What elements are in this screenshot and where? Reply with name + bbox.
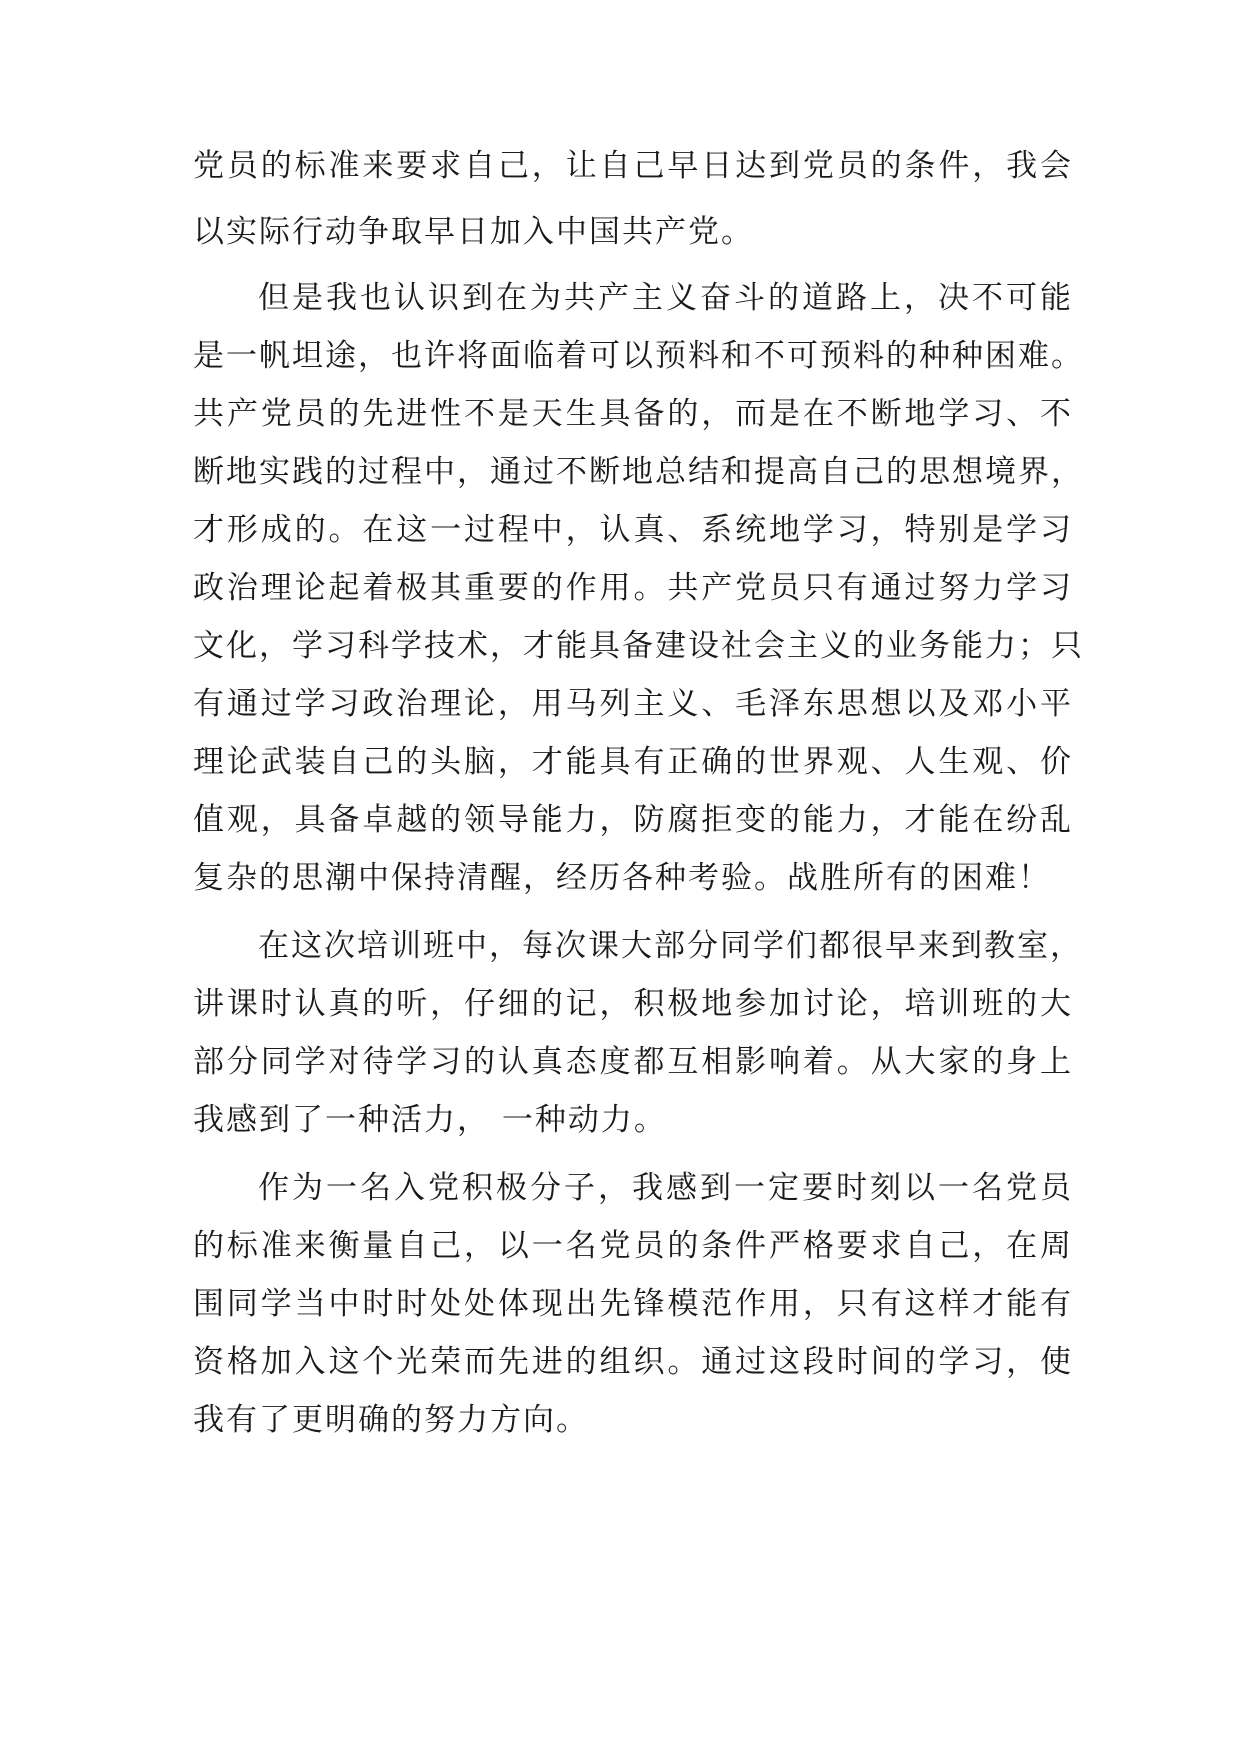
- text-line: 资格加入这个光荣而先进的组织。通过这段时间的学习，使: [193, 1344, 1073, 1380]
- text-line: 围同学当中时时处处体现出先锋模范作用，只有这样才能有: [193, 1286, 1073, 1322]
- text-line: 理论武装自己的头脑，才能具有正确的世界观、人生观、价: [193, 744, 1073, 780]
- text-line: 才形成的。在这一过程中，认真、系统地学习，特别是学习: [193, 512, 1073, 548]
- text-line: 党员的标准来要求自己，让自己早日达到党员的条件，我会: [193, 148, 1073, 184]
- text-line: 我有了更明确的努力方向。: [193, 1402, 589, 1438]
- text-line: 复杂的思潮中保持清醒，经历各种考验。战胜所有的困难！: [193, 860, 1051, 896]
- text-line: 断地实践的过程中，通过不断地总结和提高自己的思想境界，: [193, 454, 1084, 490]
- text-line: 我感到了一种活力， 一种动力。: [193, 1102, 667, 1138]
- text-line: 有通过学习政治理论，用马列主义、毛泽东思想以及邓小平: [193, 686, 1073, 722]
- text-line: 作为一名入党积极分子，我感到一定要时刻以一名党员: [258, 1170, 1073, 1206]
- text-line: 是一帆坦途，也许将面临着可以预料和不可预料的种种困难。: [193, 338, 1084, 374]
- text-line: 以实际行动争取早日加入中国共产党。: [193, 214, 754, 250]
- text-line: 部分同学对待学习的认真态度都互相影响着。从大家的身上: [193, 1044, 1073, 1080]
- text-line: 的标准来衡量自己，以一名党员的条件严格要求自己，在周: [193, 1228, 1073, 1264]
- text-line: 共产党员的先进性不是天生具备的，而是在不断地学习、不: [193, 396, 1073, 432]
- text-line: 政治理论起着极其重要的作用。共产党员只有通过努力学习: [193, 570, 1073, 606]
- text-line: 文化，学习科学技术，才能具备建设社会主义的业务能力；只: [193, 628, 1084, 664]
- text-line: 讲课时认真的听，仔细的记，积极地参加讨论，培训班的大: [193, 986, 1073, 1022]
- text-line: 但是我也认识到在为共产主义奋斗的道路上，决不可能: [258, 280, 1073, 316]
- text-line: 值观，具备卓越的领导能力，防腐拒变的能力，才能在纷乱: [193, 802, 1073, 838]
- text-line: 在这次培训班中，每次课大部分同学们都很早来到教室，: [258, 928, 1083, 964]
